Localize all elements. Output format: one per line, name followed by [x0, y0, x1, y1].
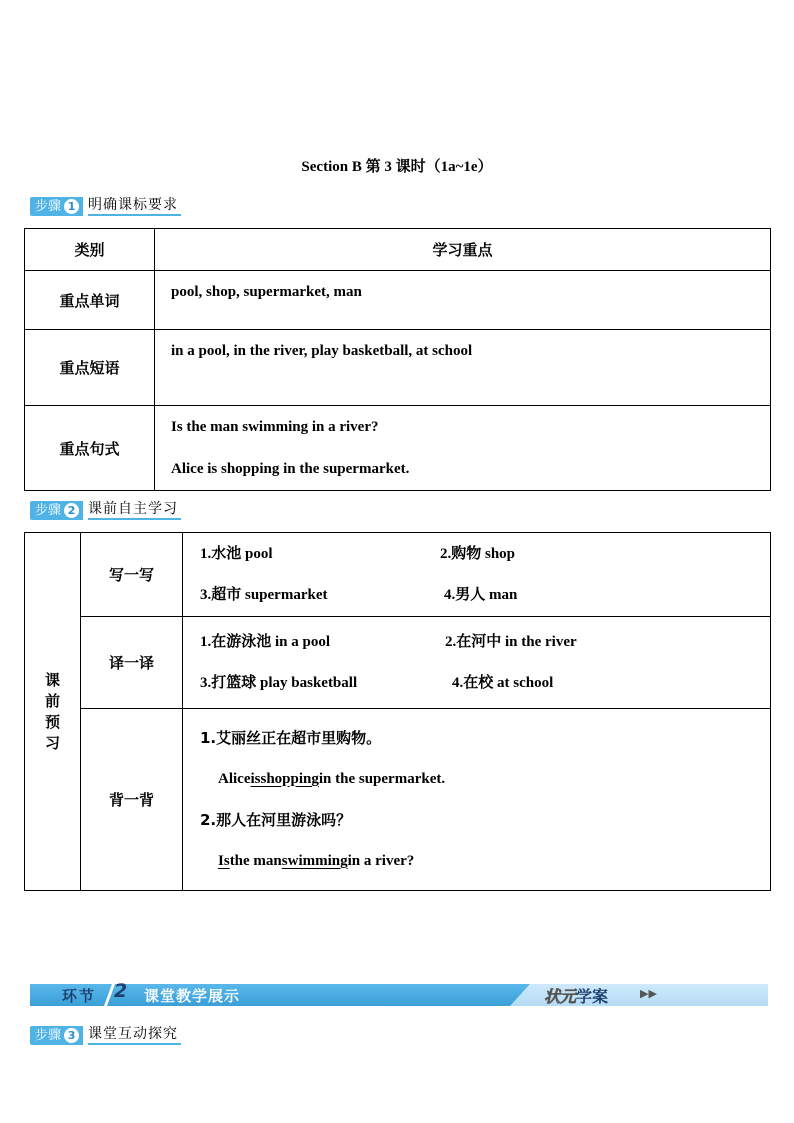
section-label: 课 前 预 习 — [25, 533, 81, 891]
list-item: 3.超市 supermarket — [200, 586, 328, 603]
table-row — [25, 330, 771, 406]
write-content — [183, 533, 771, 617]
list-item: 2.在河中 in the river — [445, 633, 577, 650]
blank-answer: swimming — [281, 852, 348, 869]
page-title: Section B 第 3 课时（1a~1e） — [301, 159, 493, 175]
banner-label: 课堂教学展示 — [144, 987, 241, 1005]
key-points-table — [24, 228, 771, 491]
banner-number: 2 — [114, 980, 128, 1002]
step-number: 2 — [64, 503, 79, 518]
double-arrow-icon: ▶▶ — [640, 987, 657, 1000]
brand-logo: 状元学案 — [544, 987, 609, 1006]
row-category: 背一背 — [81, 709, 183, 891]
row-category: 译一译 — [81, 617, 183, 709]
row-category: 重点句式 — [25, 406, 155, 491]
translate-content — [183, 617, 771, 709]
answer-1: Alice is shopping in the supermarket. — [200, 759, 770, 800]
question-2: 2.那人在河里游泳吗？ — [200, 810, 352, 829]
table-row — [25, 533, 771, 617]
list-item: 2.购物 shop — [440, 545, 516, 562]
step-3-header — [30, 1026, 181, 1045]
header-focus: 学习重点 — [155, 229, 771, 271]
answer-2: Is the man swimming in a river? — [200, 841, 770, 882]
row-category: 重点单词 — [25, 271, 155, 330]
blank-answer: shopping — [260, 770, 319, 787]
row-category: 写一写 — [81, 533, 183, 617]
step-label: 课前自主学习 — [88, 501, 181, 520]
row-content: Alice is shopping in the supermarket. — [171, 461, 410, 477]
table-row — [25, 617, 771, 709]
question-1: 1.艾丽丝正在超市里购物。 — [200, 728, 382, 747]
step-label: 明确课标要求 — [88, 197, 181, 216]
list-item: 4.在校 at school — [452, 674, 554, 691]
step-badge: 步骤 1 — [30, 197, 83, 216]
step-badge: 步骤 2 — [30, 501, 83, 520]
step-badge: 步骤 3 — [30, 1026, 83, 1045]
row-category: 重点短语 — [25, 330, 155, 406]
list-item: 4.男人 man — [444, 586, 518, 603]
table-row — [25, 709, 771, 891]
table-row — [25, 406, 771, 491]
preview-table — [24, 532, 771, 891]
section-banner — [30, 980, 768, 1006]
list-item: 1.在游泳池 in a pool — [200, 633, 331, 650]
step-number: 3 — [64, 1028, 79, 1043]
row-content: Is the man swimming in a river? — [171, 419, 379, 435]
recite-content — [183, 709, 771, 891]
step-label: 课堂互动探究 — [88, 1026, 181, 1045]
table-row — [25, 271, 771, 330]
step-number: 1 — [64, 199, 79, 214]
step-2-header — [30, 501, 181, 520]
blank-answer: Is — [218, 852, 230, 869]
banner-prefix: 环节 — [62, 987, 97, 1005]
list-item: 3.打篮球 play basketball — [200, 674, 358, 691]
blank-answer: is — [250, 770, 261, 787]
header-category: 类别 — [25, 229, 155, 271]
step-1-header — [30, 197, 181, 216]
row-content: pool, shop, supermarket, man — [171, 284, 362, 300]
list-item: 1.水池 pool — [200, 545, 273, 562]
row-content: in a pool, in the river, play basketball, at school — [171, 343, 473, 359]
